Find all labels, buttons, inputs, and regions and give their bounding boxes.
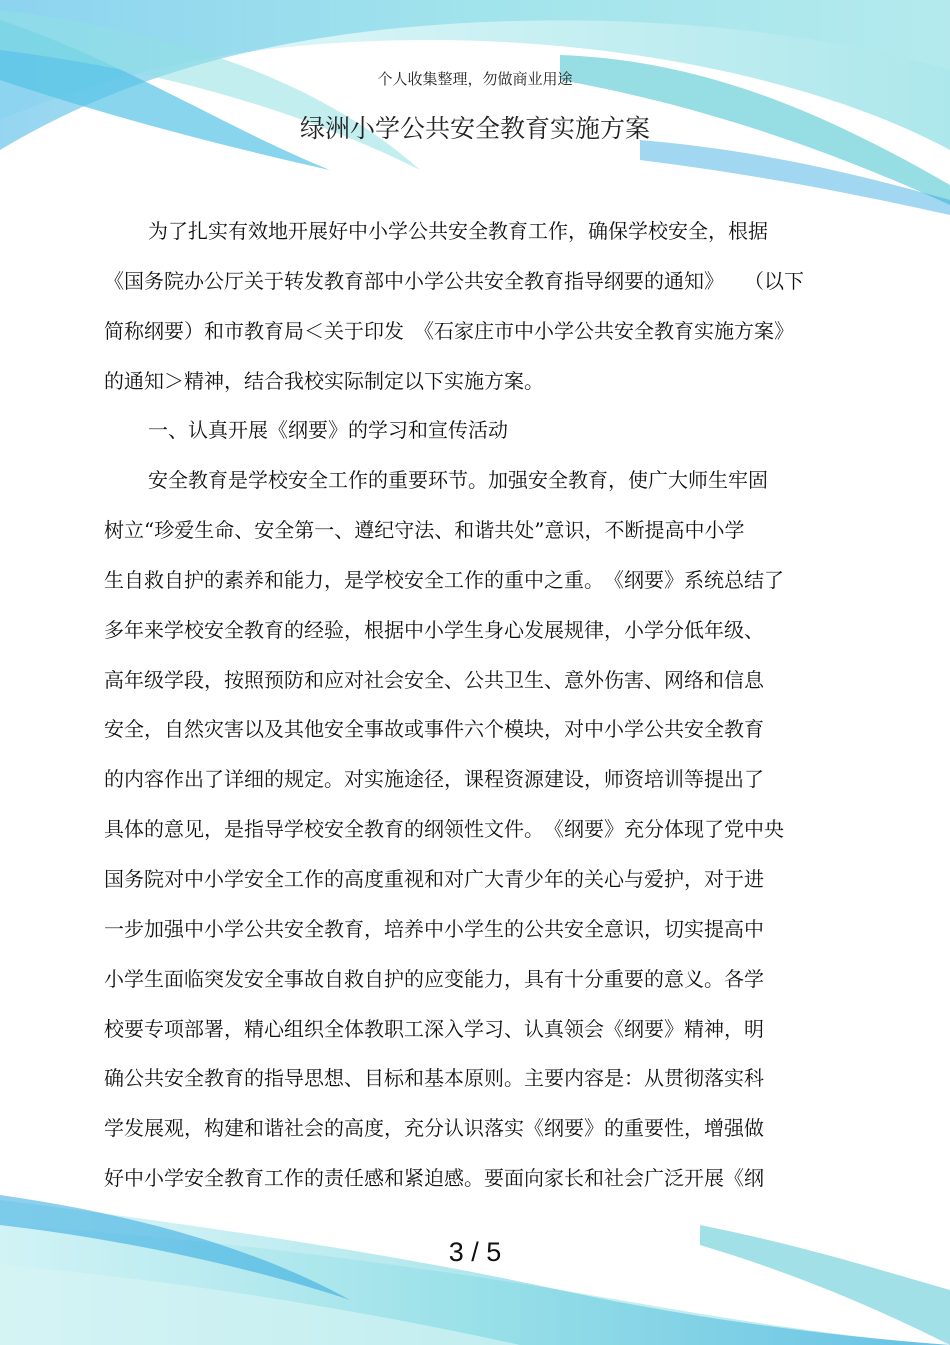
paragraph-line: 高年级学段，按照预防和应对社会安全、公共卫生、意外伤害、网络和信息 bbox=[104, 667, 764, 692]
page-number: 3 / 5 bbox=[448, 1237, 502, 1267]
paragraph-line: 一步加强中小学公共安全教育，培养中小学生的公共安全意识，切实提高中 bbox=[104, 916, 764, 941]
paragraph-line: 学发展观，构建和谐社会的高度，充分认识落实《纲要》的重要性，增强做 bbox=[104, 1116, 764, 1141]
paragraph-line: 安全，自然灾害以及其他安全事故或事件六个模块，对中小学公共安全教育 bbox=[104, 717, 764, 742]
paragraph-line: 小学生面临突发安全事故自救自护的应变能力，具有十分重要的意义。各学 bbox=[104, 966, 764, 991]
paragraph-line: 的通知＞精神，结合我校实际制定以下实施方案。 bbox=[104, 368, 544, 393]
top-wave bbox=[0, 0, 950, 215]
paragraph-line: 生自救自护的素养和能力，是学校安全工作的重中之重。 《纲要》系统总结了 bbox=[104, 567, 784, 592]
paragraph-line: 具体的意见，是指导学校安全教育的纲领性文件。 《纲要》充分体现了党中央 bbox=[104, 817, 784, 842]
paragraph-line: 国务院对中小学安全工作的高度重视和对广大青少年的关心与爱护，对于进 bbox=[104, 866, 764, 891]
paragraph-line: 确公共安全教育的指导思想、目标和基本原则。主要内容是：从贯彻落实科 bbox=[104, 1066, 764, 1091]
section-heading: 一、认真开展《纲要》的学习和宣传活动 bbox=[148, 418, 508, 443]
paragraph-line: 《国务院办公厅关于转发教育部中小学公共安全教育指导纲要的通知》 （以下 bbox=[104, 268, 804, 293]
paragraph-line: 为了扎实有效地开展好中小学公共安全教育工作，确保学校安全，根据 bbox=[148, 219, 768, 243]
paragraph-line: 树立“珍爱生命、安全第一、遵纪守法、和谐共处”意识，不断提高中小学 bbox=[104, 518, 745, 543]
paragraph-line: 的内容作出了详细的规定。对实施途径，课程资源建设，师资培训等提出了 bbox=[104, 767, 764, 792]
paragraph-line: 简称纲要）和市教育局＜关于印发 《石家庄市中小学公共安全教育实施方案》 bbox=[104, 318, 794, 343]
bottom-wave bbox=[0, 1195, 950, 1345]
paragraph-line: 好中小学安全教育工作的责任感和紧迫感。要面向家长和社会广泛开展《纲 bbox=[104, 1166, 764, 1191]
paragraph-line: 安全教育是学校安全工作的重要环节。加强安全教育，使广大师生牢固 bbox=[148, 468, 768, 493]
paragraph-line: 校要专项部署，精心组织全体教职工深入学习、认真领会《纲要》精神，明 bbox=[104, 1016, 764, 1041]
watermark-text: 个人收集整理，勿做商业用途 bbox=[377, 70, 573, 88]
document-title: 绿洲小学公共安全教育实施方案 bbox=[299, 114, 650, 143]
document-body bbox=[104, 207, 849, 1204]
paragraph-line: 多年来学校安全教育的经验，根据中小学生身心发展规律，小学分低年级、 bbox=[104, 617, 764, 642]
